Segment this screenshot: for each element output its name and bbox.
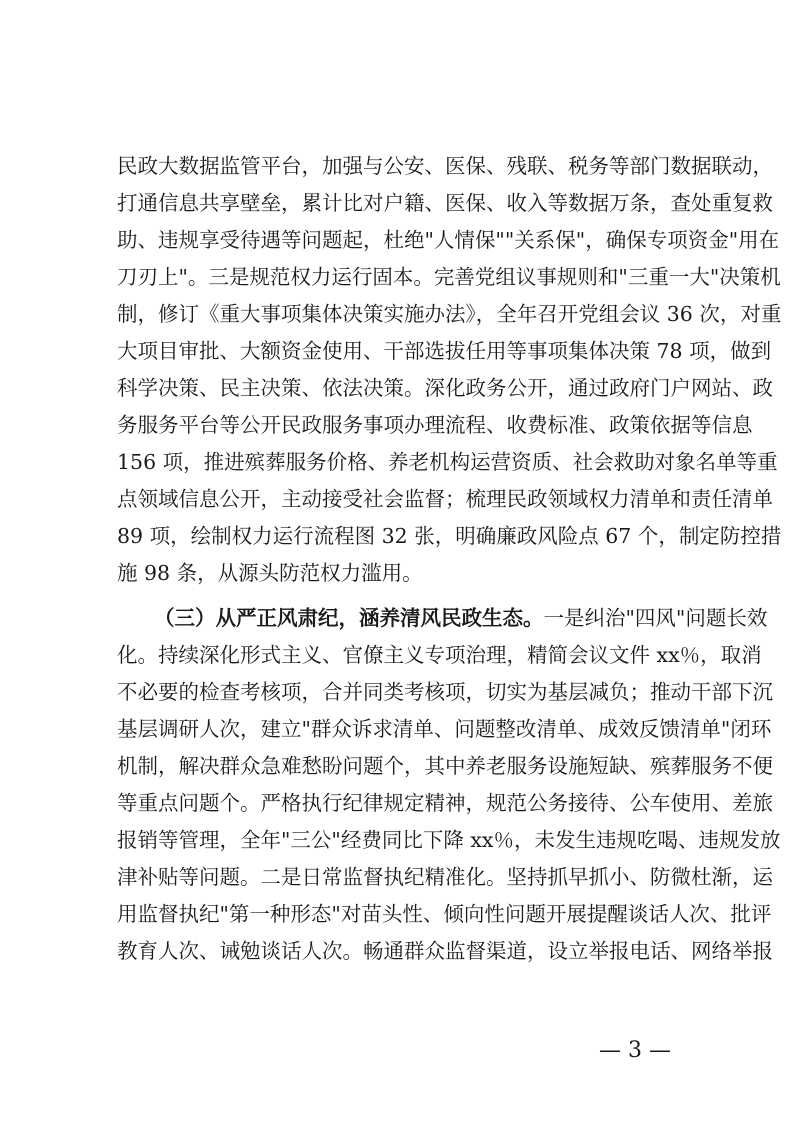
section-3-line-6: 等重点问题个。严格执行纪律规定精神，规范公务接待、公车使用、差旅 bbox=[117, 791, 773, 815]
section-3-heading: （三）从严正风肃纪，涵养清风民政生态。 bbox=[154, 606, 544, 630]
body-line-1: 民政大数据监管平台，加强与公安、医保、残联、税务等部门数据联动， bbox=[117, 154, 773, 178]
section-3-line-7: 报销等管理，全年"三公"经费同比下降 xx％，未发生违规吃喝、违规发放 bbox=[117, 828, 781, 852]
section-3-first-line-text: 一是纠治"四风"问题长效 bbox=[543, 606, 768, 630]
body-line-11: 89 项，绘制权力运行流程图 32 张，明确廉政风险点 67 个，制定防控措 bbox=[117, 524, 782, 548]
page-number: — 3 — bbox=[599, 1038, 671, 1063]
section-3-line-3: 不必要的检查考核项，合并同类考核项，切实为基层减负；推动干部下沉 bbox=[117, 680, 773, 704]
section-3-line-10: 教育人次、诫勉谈话人次。畅通群众监督渠道，设立举报电话、网络举报 bbox=[117, 939, 773, 963]
section-3-line-9: 用监督执纪"第一种形态"对苗头性、倾向性问题开展提醒谈话人次、批评 bbox=[117, 902, 772, 926]
section-3-line-4: 基层调研人次，建立"群众诉求清单、问题整改清单、成效反馈清单"闭环 bbox=[117, 717, 772, 741]
body-line-4: 刀刃上"。三是规范权力运行固本。完善党组议事规则和"三重一大"决策机 bbox=[117, 265, 781, 289]
section-3-line-2: 化。持续深化形式主义、官僚主义专项治理，精简会议文件 xx％，取消 bbox=[117, 643, 762, 667]
section-3-line-8: 津补贴等问题。二是日常监督执纪精准化。坚持抓早抓小、防微杜渐，运 bbox=[117, 865, 773, 889]
section-3-first-line bbox=[154, 600, 768, 636]
body-line-7: 科学决策、民主决策、依法决策。深化政务公开，通过政府门户网站、政 bbox=[117, 376, 773, 400]
body-line-10: 点领域信息公开，主动接受社会监督；梳理民政领域权力清单和责任清单 bbox=[117, 487, 773, 511]
section-3-line-5: 机制，解决群众急难愁盼问题个，其中养老服务设施短缺、殡葬服务不便 bbox=[117, 754, 773, 778]
body-line-9: 156 项，推进殡葬服务价格、养老机构运营资质、社会救助对象名单等重 bbox=[117, 450, 778, 474]
body-line-6: 大项目审批、大额资金使用、干部选拔任用等事项集体决策 78 项，做到 bbox=[117, 339, 772, 363]
body-line-8: 务服务平台等公开民政服务事项办理流程、收费标准、政策依据等信息 bbox=[117, 413, 753, 437]
body-line-2: 打通信息共享壁垒，累计比对户籍、医保、收入等数据万条，查处重复救 bbox=[117, 191, 773, 215]
body-line-3: 助、违规享受待遇等问题起，杜绝"人情保""关系保"，确保专项资金"用在 bbox=[117, 228, 780, 252]
body-line-5: 制，修订《重大事项集体决策实施办法》，全年召开党组会议 36 次，对重 bbox=[117, 302, 782, 326]
body-line-12: 施 98 条，从源头防范权力滥用。 bbox=[117, 561, 423, 585]
